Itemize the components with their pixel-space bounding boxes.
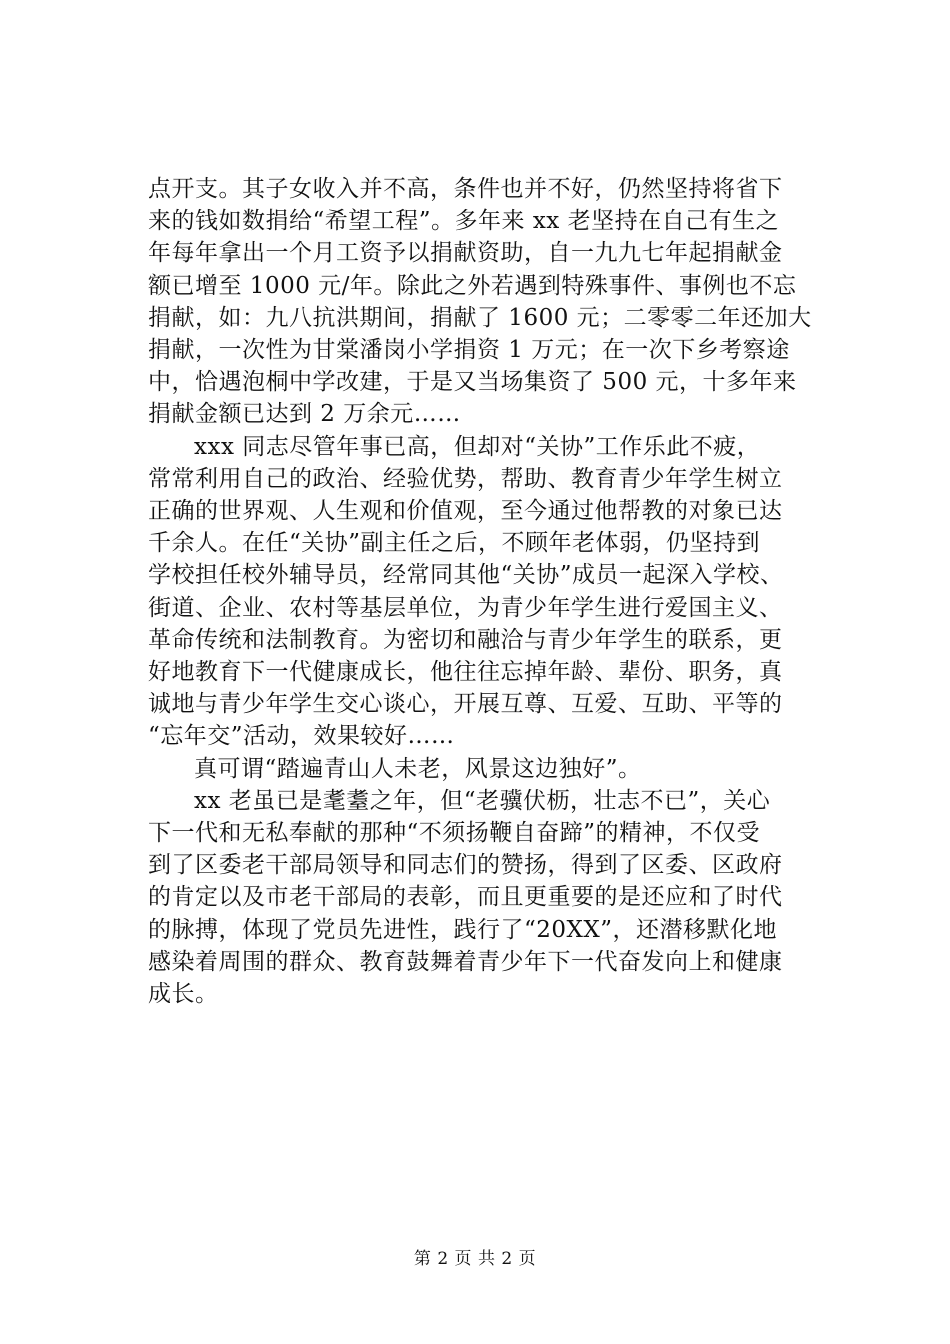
paragraph-donations bbox=[148, 173, 843, 431]
text-line: 捐献金额已达到 2 万余元…… bbox=[148, 401, 461, 428]
text-line: 的肯定以及市老干部局的表彰，而且更重要的是还应和了时代 bbox=[148, 884, 783, 911]
text-line: 感染着周围的群众、教育鼓舞着青少年下一代奋发向上和健康 bbox=[148, 948, 783, 975]
text-line: 真可谓“踏遍青山人未老，风景这边独好”。 bbox=[194, 755, 642, 782]
text-line: 革命传统和法制教育。为密切和融洽与青少年学生的联系，更 bbox=[148, 626, 783, 653]
text-line: 捐献，一次性为甘棠潘岗小学捐资 1 万元；在一次下乡考察途 bbox=[148, 337, 790, 364]
page-number-footer: 第 2 页 共 2 页 bbox=[413, 1249, 537, 1269]
text-line: 下一代和无私奉献的那种“不须扬鞭自奋蹄”的精神，不仅受 bbox=[148, 820, 761, 847]
text-line: 的脉搏，体现了党员先进性，践行了“20XX”，还潜移默化地 bbox=[148, 916, 778, 943]
text-line: 好地教育下一代健康成长，他往往忘掉年龄、辈份、职务，真 bbox=[148, 659, 783, 686]
text-line: 千余人。在任“关协”副主任之后，不顾年老体弱，仍坚持到 bbox=[148, 530, 761, 557]
text-line: 来的钱如数捐给“希望工程”。多年来 xx 老坚持在自己有生之 bbox=[148, 208, 780, 235]
text-line: xx 老虽已是耄耋之年，但“老骥伏枥，壮志不已”，关心 bbox=[194, 787, 771, 814]
text-line: 到了区委老干部局领导和同志们的赞扬，得到了区委、区政府 bbox=[148, 852, 783, 879]
document-body bbox=[148, 173, 843, 1010]
text-line: xxx 同志尽管年事已高，但却对“关协”工作乐此不疲， bbox=[194, 433, 761, 460]
text-line: 学校担任校外辅导员，经常同其他“关协”成员一起深入学校、 bbox=[148, 562, 784, 589]
text-line: 诚地与青少年学生交心谈心，开展互尊、互爱、互助、平等的 bbox=[148, 691, 783, 718]
text-line: 中，恰遇泡桐中学改建，于是又当场集资了 500 元，十多年来 bbox=[148, 369, 797, 396]
text-line: 点开支。其子女收入并不高，条件也并不好，仍然坚持将省下 bbox=[148, 176, 783, 202]
text-line: 街道、企业、农村等基层单位，为青少年学生进行爱国主义、 bbox=[148, 594, 783, 621]
text-line: 常常利用自己的政治、经验优势，帮助、教育青少年学生树立 bbox=[148, 465, 783, 492]
paragraph-conclusion bbox=[148, 785, 843, 1010]
text-line: 捐献，如：九八抗洪期间，捐献了 1600 元；二零零二年还加大 bbox=[148, 304, 812, 331]
text-line: 额已增至 1000 元/年。除此之外若遇到特殊事件、事例也不忘 bbox=[148, 272, 797, 299]
paragraph-quote bbox=[148, 753, 843, 785]
paragraph-guanxie-work bbox=[148, 431, 843, 753]
text-line: 成长。 bbox=[148, 981, 219, 1008]
text-line: 年每年拿出一个月工资予以捐献资助，自一九九七年起捐献金 bbox=[148, 240, 783, 267]
text-line: “忘年交”活动，效果较好…… bbox=[148, 723, 455, 750]
text-line: 正确的世界观、人生观和价值观，至今通过他帮教的对象已达 bbox=[148, 498, 783, 525]
